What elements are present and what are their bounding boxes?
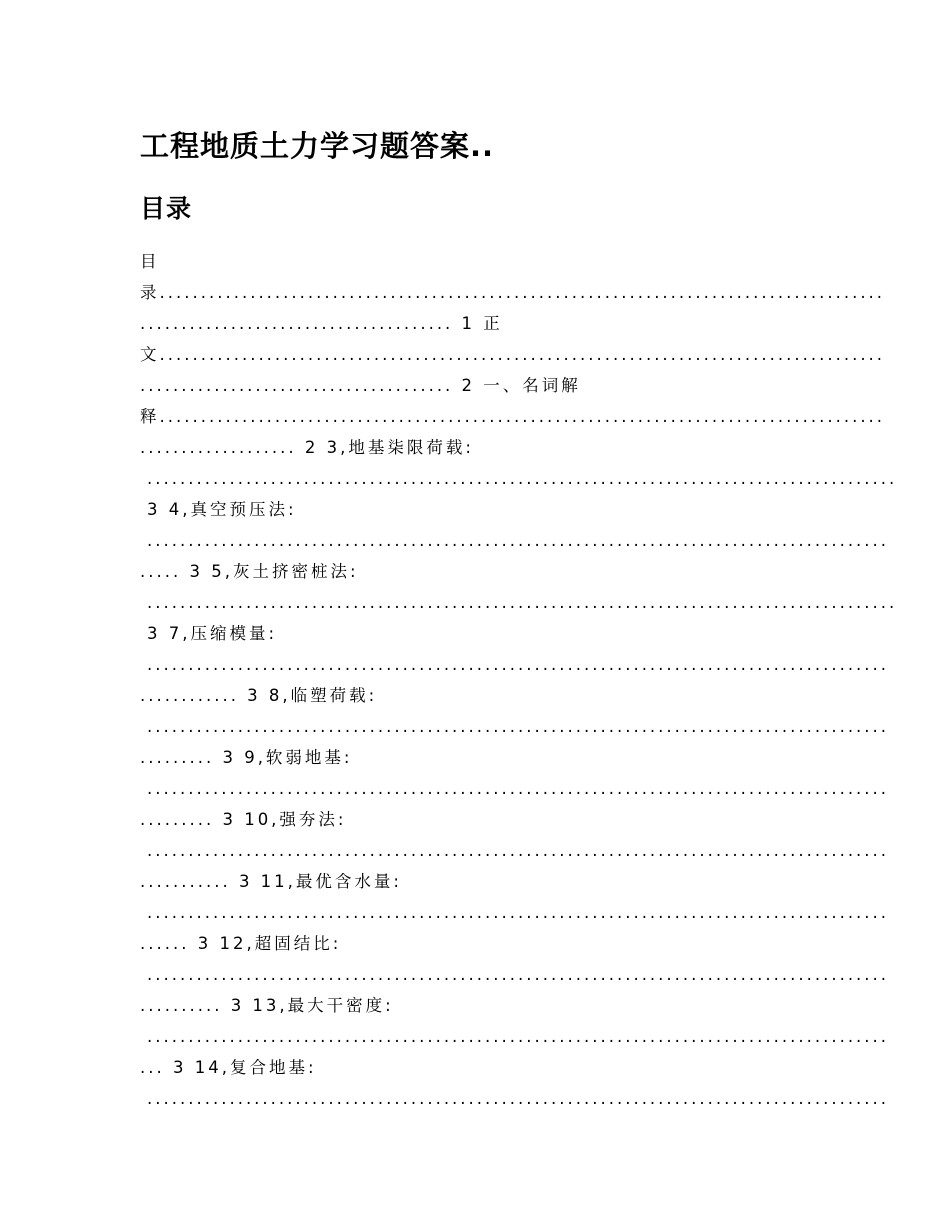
toc-line: ......... 3 10,强夯法:	[140, 810, 347, 829]
toc-line: 释........................................................................................	[140, 407, 886, 426]
toc-line: ... 3 14,复合地基:	[140, 1058, 317, 1077]
toc-line: ........... 3 11,最优含水量:	[140, 872, 402, 891]
toc-line: ...........................................................................................	[147, 469, 898, 488]
toc-line: 文........................................................................................	[140, 345, 886, 364]
toc-line: ......... 3 9,软弱地基:	[140, 748, 353, 767]
toc-line: 3 4,真空预压法:	[147, 500, 297, 519]
toc-line: ..........................................................................................	[147, 841, 890, 860]
toc-heading: 目录	[140, 194, 193, 223]
toc-line: 录........................................................................................	[140, 283, 886, 302]
document-title: 工程地质土力学习题答案..	[140, 129, 495, 163]
toc-line: ............ 3 8,临塑荷载:	[140, 686, 378, 705]
toc-line: ..........................................................................................	[147, 779, 890, 798]
toc-line: ..........................................................................................	[147, 655, 890, 674]
toc-line: ..........................................................................................	[147, 903, 890, 922]
toc-line: ..........................................................................................	[147, 717, 890, 736]
toc-line: ..........................................................................................	[147, 1027, 890, 1046]
toc-line: ...... 3 12,超固结比:	[140, 934, 342, 953]
toc-line: ................... 2 3,地基柒限荷载:	[140, 438, 474, 457]
table-of-contents	[140, 246, 898, 1114]
toc-line: .......... 3 13,最大干密度:	[140, 996, 394, 1015]
toc-line: ...................................... 1 正	[140, 314, 503, 333]
toc-line: 目	[140, 252, 160, 271]
toc-line: ..........................................................................................	[147, 531, 890, 550]
toc-line: ..........................................................................................	[147, 1089, 890, 1108]
toc-line: ..........................................................................................	[147, 965, 890, 984]
toc-line: ...................................... 2 一、名词解	[140, 376, 581, 395]
toc-line: 3 7,压缩模量:	[147, 624, 278, 643]
toc-line: ...........................................................................................	[147, 593, 898, 612]
toc-line: ..... 3 5,灰土挤密桩法:	[140, 562, 359, 581]
